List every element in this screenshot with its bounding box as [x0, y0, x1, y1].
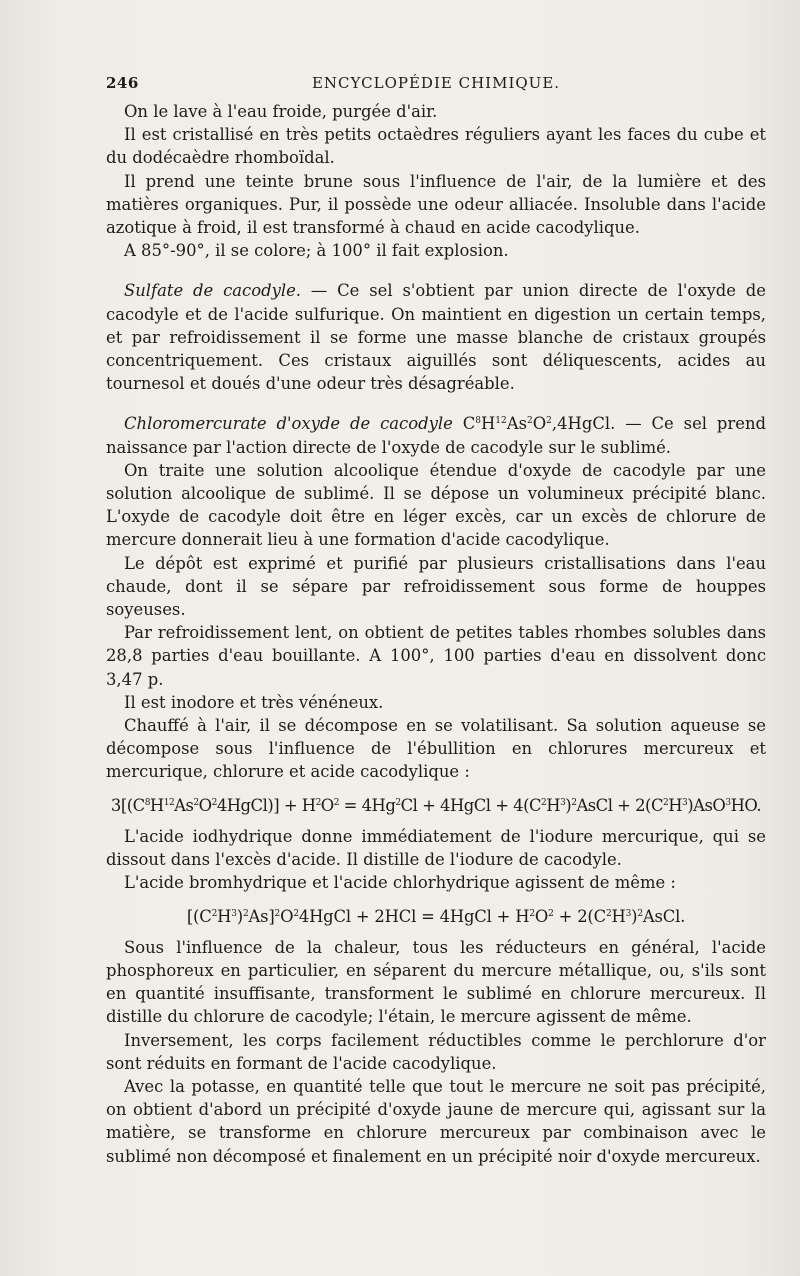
body-text — [106, 100, 766, 1168]
section-text: — Ce sel prend naissance par l'action directe de l'oxyde de cacodyle sur le sublimé. — [106, 414, 766, 457]
page-number: 246 — [106, 74, 139, 92]
equation-decomposition: $3[(C^8H^{12}As^2O^24HgCl)] + H^2O^2 = 4Hg^2Cl$ + 4HgCl + $4(C^2H^3)^2AsCl + 2(C^2H^3)AsO^3HO$. — [110, 795, 762, 815]
paragraph: Sous l'influence de la chaleur, tous les réducteurs en général, l'acide phosphoreux en particulier, en séparent du mercure métallique, ou, s'ils sont en quantité insuffisante, transforment le sublimé en chlorure mercureux. Il distille du chlorure de cacodyle; l'étain, le mercure agissent de même. — [106, 937, 766, 1027]
paragraph: L'acide bromhydrique et l'acide chlorhydrique agissent de même : — [124, 873, 676, 893]
paragraph: Avec la potasse, en quantité telle que tout le mercure ne soit pas précipité, on obtient d'abord un précipité d'oxyde jaune de mercure qui, agissant sur la matière, se transforme en chlorure mercureux par combinaison avec le sublimé non décomposé et finalement en un précipité noir d'oxyde mercureux. — [106, 1076, 766, 1166]
heading-formula: $C^8H^{12}As^2O^2,4HgCl$. — [462, 414, 616, 434]
paragraph: L'acide iodhydrique donne immédiatement de l'iodure mercurique, qui se dissout dans l'excès d'acide. Il distille de l'iodure de cacodyle. — [106, 826, 766, 870]
equation-hydrochloric: $[(C^2H^3)^2As]^2O^24HgCl + 2HCl$ = 4HgCl + $H^2O^2$ + $2(C^2H^3)^2AsCl$. — [186, 906, 686, 926]
paragraph: A 85°-90°, il se colore; à 100° il fait explosion. — [124, 241, 509, 261]
section-chloromercurate — [106, 412, 766, 458]
paragraph: Il est inodore et très vénéneux. — [124, 692, 384, 712]
paragraph: Il est cristallisé en très petits octaèdres réguliers ayant les faces du cube et du dodécaèdre rhomboïdal. — [106, 125, 766, 168]
paragraph: Chauffé à l'air, il se décompose en se volatilisant. Sa solution aqueuse se décompose sous l'influence de l'ébullition en chlorures mercureux et mercurique, chlorure et acide cacodylique : — [106, 716, 766, 782]
section-sulfate — [106, 279, 766, 395]
paragraph: Inversement, les corps facilement réductibles comme le perchlorure d'or sont réduits en formant de l'acide cacodylique. — [106, 1030, 766, 1073]
paragraph: On le lave à l'eau froide, purgée d'air. — [124, 102, 438, 121]
paragraph: Le dépôt est exprimé et purifié par plusieurs cristallisations dans l'eau chaude, dont il se sépare par refroidissement sous forme de houppes soyeuses. — [106, 553, 766, 620]
paragraph: Il prend une teinte brune sous l'influence de l'air, de la lumière et des matières organiques. Pur, il possède une odeur alliacée. Insoluble dans l'acide azotique à froid, il est transformé à chaud en acide cacodylique. — [106, 171, 766, 238]
paragraph: On traite une solution alcoolique étendue d'oxyde de cacodyle par une solution alcoolique de sublimé. Il se dépose un volumineux précipité blanc. L'oxyde de cacodyle doit être en léger excès, car un excès de chlorure de mercure donnerait lieu à une formation d'acide cacodylique. — [106, 460, 766, 550]
section-heading: Chloromercurate d'oxyde de cacodyle — [124, 414, 453, 434]
running-head: ENCYCLOPÉDIE CHIMIQUE. — [311, 74, 561, 92]
section-heading: Sulfate de cacodyle. — [124, 281, 301, 301]
paragraph: Par refroidissement lent, on obtient de petites tables rhombes solubles dans 28,8 parties d'eau bouillante. A 100°, 100 parties d'eau en dissolvent donc 3,47 p. — [106, 623, 766, 689]
page-header — [106, 74, 766, 96]
section-text: — Ce sel s'obtient par union directe de l'oxyde de cacodyle et de l'acide sulfurique. On maintient en digestion un certain temps, et par refroidissement il se forme une masse blanche de cristaux groupés concentriquement. Ces cristaux aiguillés sont déliquescents, acides au tournesol et doués d'une odeur très désagréable. — [106, 281, 766, 394]
